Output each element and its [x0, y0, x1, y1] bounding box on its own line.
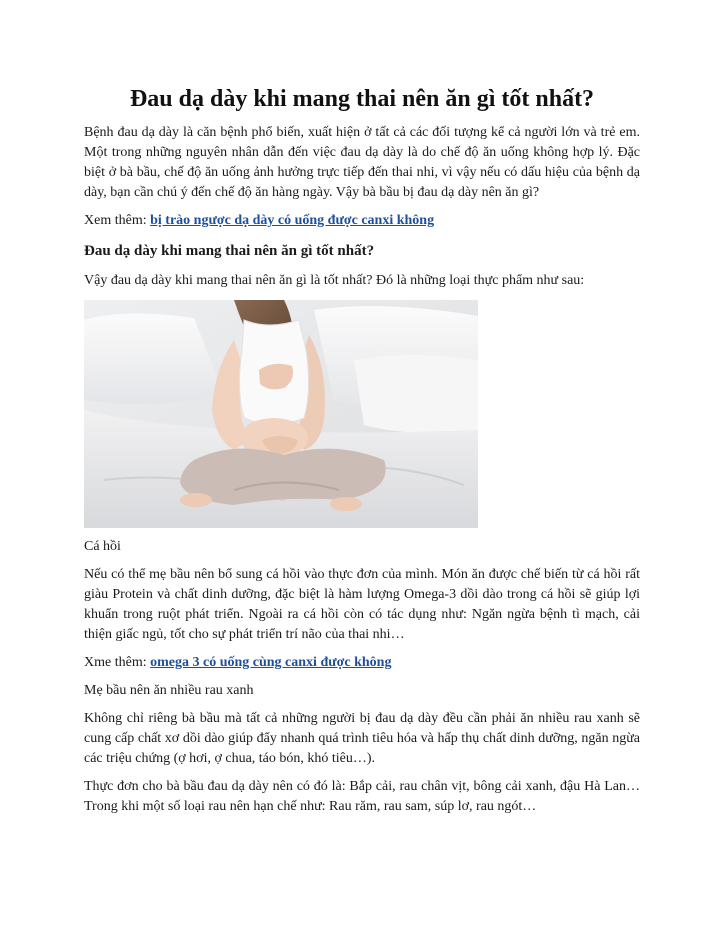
pregnant-woman-photo — [84, 300, 478, 528]
see-also-1-link[interactable]: bị trào ngược dạ dày có uống được canxi không — [150, 213, 435, 228]
document-page — [84, 84, 640, 817]
lead-paragraph: Vậy đau dạ dày khi mang thai nên ăn gì là tốt nhất? Đó là những loại thực phẩm như sau: — [84, 273, 585, 288]
see-also-2-link[interactable]: omega 3 có uống cùng canxi được không — [150, 655, 392, 670]
see-also-2-prefix: Xme thêm: — [84, 655, 151, 670]
intro-paragraph: Bệnh đau dạ dày là căn bệnh phổ biến, xuất hiện ở tất cả các đối tượng kể cả người lớn và trẻ em. Một trong những nguyên nhân dẫn đến việc đau dạ dày là do chế độ ăn uống không hợp lý. Đặc biệt ở bà bầu, chế độ ăn uống ảnh hưởng trực tiếp đến thai nhi, vì vậy nếu có dấu hiệu của bệnh dạ dày, bạn cần chú ý đến chế độ ăn hàng ngày. Vậy bà bầu bị đau dạ dày nên ăn gì? — [84, 125, 640, 200]
greens-heading: Mẹ bầu nên ăn nhiều rau xanh — [84, 683, 254, 698]
article-title: Đau dạ dày khi mang thai nên ăn gì tốt nhất? — [129, 86, 595, 112]
see-also-1-prefix: Xem thêm: — [84, 213, 151, 228]
greens-paragraph: Không chỉ riêng bà bầu mà tất cả những người bị đau dạ dày đều cần phải ăn nhiều rau xanh sẽ cung cấp chất xơ dồi dào giúp đẩy nhanh quá trình tiêu hóa và hấp thụ chất dinh dưỡng, ngăn ngừa các triệu chứng (ợ hơi, ợ chua, táo bón, khó tiêu…). — [84, 711, 640, 766]
section-subheading: Đau dạ dày khi mang thai nên ăn gì tốt nhất? — [84, 243, 375, 259]
see-also-1 — [84, 211, 640, 231]
see-also-2 — [84, 653, 640, 673]
greens-menu-paragraph: Thực đơn cho bà bầu đau dạ dày nên có đó là: Bắp cải, rau chân vịt, bông cải xanh, đậu Hà Lan…Trong khi một số loại rau nên hạn chế như: Rau răm, rau sam, súp lơ, rau ngót… — [84, 779, 640, 814]
salmon-heading: Cá hồi — [84, 539, 121, 554]
salmon-paragraph: Nếu có thể mẹ bầu nên bổ sung cá hồi vào thực đơn của mình. Món ăn được chế biến từ cá hồi rất giàu Protein và chất dinh dưỡng, đặc biệt là hàm lượng Omega-3 dồi dào trong cá hồi sẽ giúp lợi khuẩn trong ruột phát triển. Ngoài ra cá hồi còn có tác dụng như: Ngăn ngừa bệnh tì mạch, cải thiện giấc ngủ, tốt cho sự phát triển trí não của thai nhi… — [84, 567, 640, 642]
